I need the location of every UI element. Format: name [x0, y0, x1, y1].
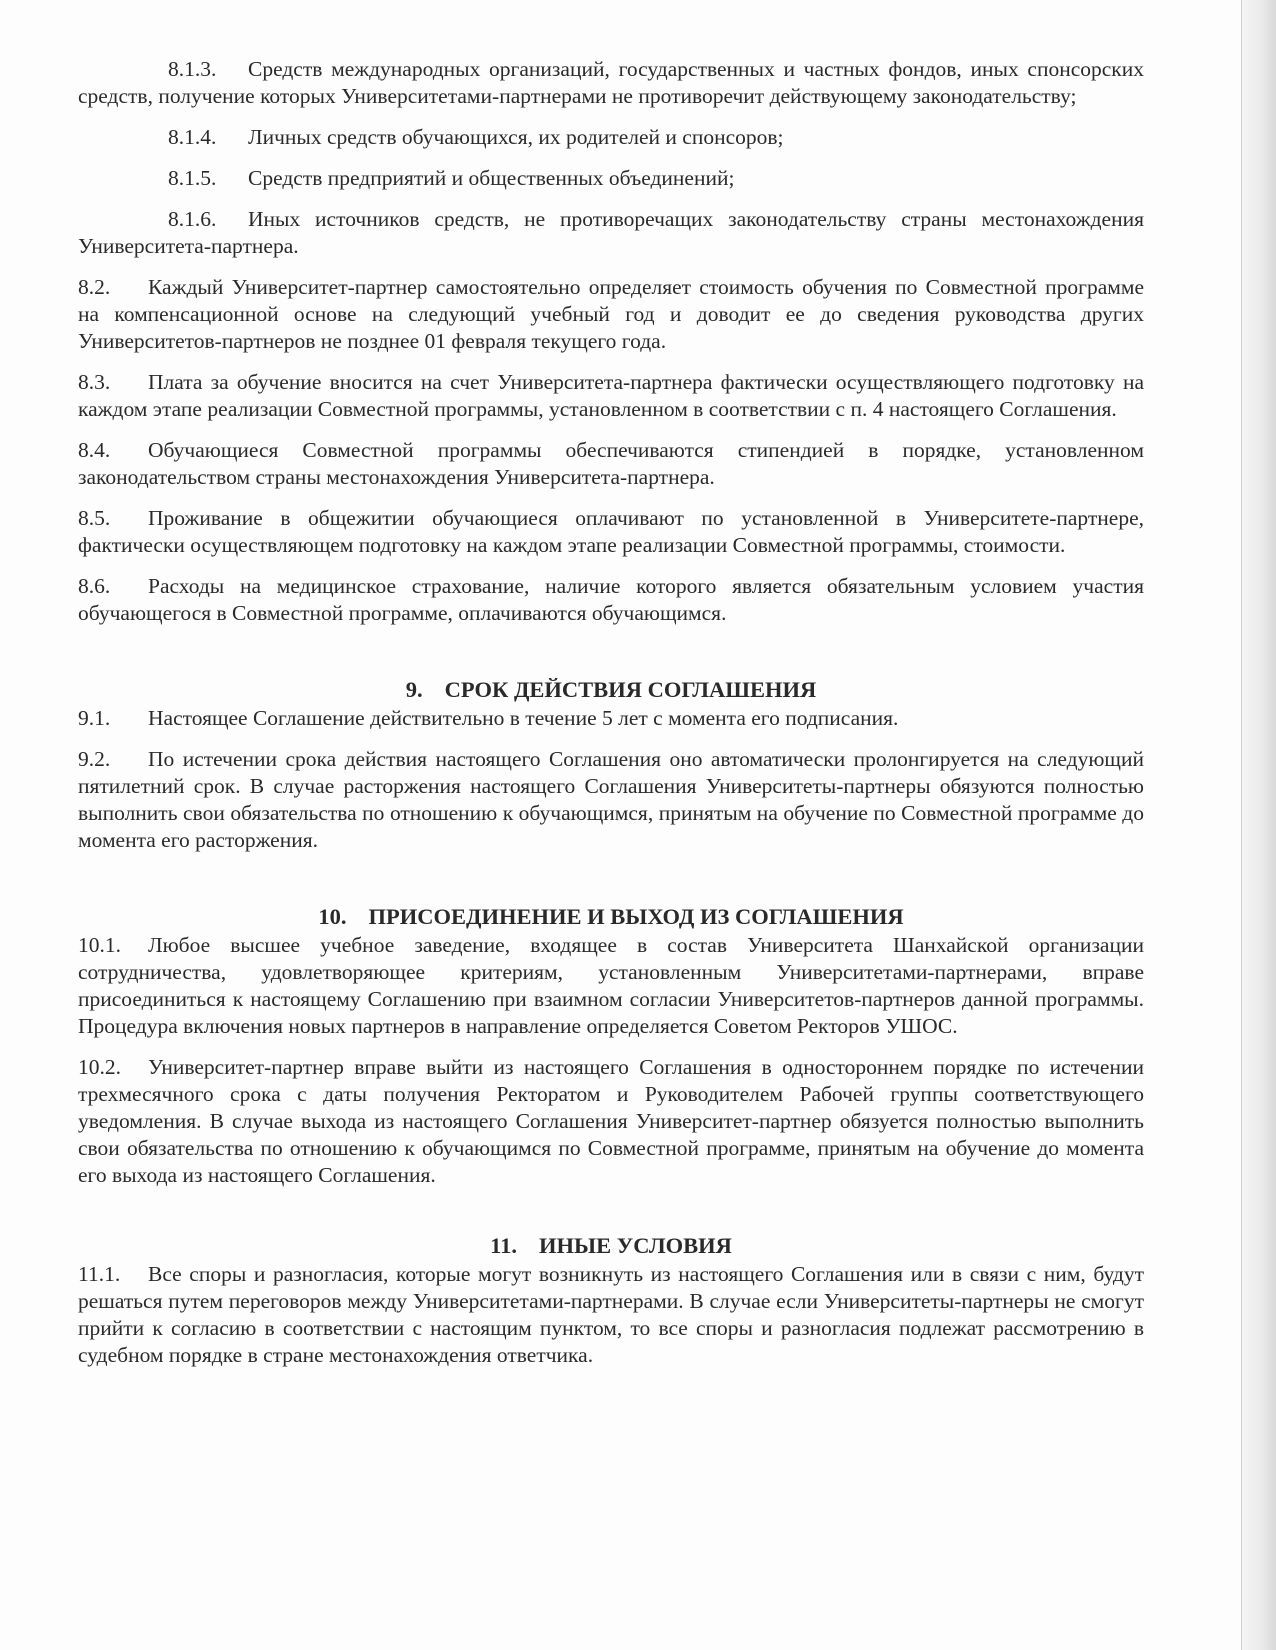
clause-text: Настоящее Соглашение действительно в течение 5 лет с момента его подписания.: [148, 706, 899, 730]
clause-8-1-6: [78, 206, 1144, 260]
clause-number: 8.2.: [78, 275, 111, 299]
clause-text: Обучающиеся Совместной программы обеспечиваются стипендией в порядке, установленном законодательством страны местонахождения Университета-партнера.: [78, 438, 1144, 489]
clause-number: 8.6.: [78, 574, 111, 598]
clause-8-6: [78, 573, 1144, 627]
clause-number: 9.2.: [78, 747, 111, 771]
clause-number: 8.1.3.: [168, 57, 217, 81]
clause-number: 8.4.: [78, 438, 111, 462]
scan-edge: [1241, 0, 1276, 1650]
clause-text: По истечении срока действия настоящего Соглашения оно автоматически пролонгируется на следующий пятилетний срок. В случае расторжения настоящего Соглашения Университеты-партнеры обязуются полностью выполнить свои обязательства по отношению к обучающимся, принятым на обучение по Совместной программе до момента его расторжения.: [78, 747, 1144, 852]
clause-8-1-3: [78, 56, 1144, 110]
clause-text: Личных средств обучающихся, их родителей и спонсоров;: [248, 125, 784, 149]
clause-text: Средств предприятий и общественных объединений;: [248, 166, 735, 190]
clause-8-4: [78, 437, 1144, 491]
clause-number: 8.1.5.: [168, 166, 217, 190]
clause-text: Каждый Университет-партнер самостоятельно определяет стоимость обучения по Совместной программе на компенсационной основе на следующий учебный год и доводит ее до сведения руководства других Университетов-партнеров не позднее 01 февраля текущего года.: [78, 275, 1144, 353]
clause-8-5: [78, 505, 1144, 559]
clause-8-1-4: [78, 124, 1144, 151]
clause-number: 9.1.: [78, 706, 111, 730]
clause-10-1: [78, 932, 1144, 1040]
section-number: 11.: [490, 1233, 517, 1258]
document-body: [78, 56, 1144, 1383]
clause-number: 10.2.: [78, 1055, 121, 1079]
clause-text: Плата за обучение вносится на счет Университета-партнера фактически осуществляющего подготовку на каждом этапе реализации Совместной программы, установленном в соответствии с п. 4 настоящего Соглашения.: [78, 370, 1144, 421]
clause-number: 8.1.4.: [168, 125, 217, 149]
clause-8-1-5: [78, 165, 1144, 192]
clause-9-2: [78, 746, 1144, 854]
clause-text: Все споры и разногласия, которые могут возникнуть из настоящего Соглашения или в связи с ним, будут решаться путем переговоров между Университетами-партнерами. В случае если Университеты-партнеры не смогут прийти к согласию в соответствии с настоящим пунктом, то все споры и разногласия подлежат рассмотрению в судебном порядке в стране местонахождения ответчика.: [78, 1262, 1144, 1367]
clause-number: 10.1.: [78, 933, 121, 957]
clause-number: 8.5.: [78, 506, 111, 530]
clause-text: Проживание в общежитии обучающиеся оплачивают по установленной в Университете-партнере, фактически осуществляющем подготовку на каждом этапе реализации Совместной программы, стоимости.: [78, 506, 1144, 557]
section-10-heading: [78, 902, 1144, 932]
section-11-heading: [78, 1231, 1144, 1261]
section-title: СРОК ДЕЙСТВИЯ СОГЛАШЕНИЯ: [444, 677, 817, 702]
clause-text: Средств международных организаций, государственных и частных фондов, иных спонсорских средств, получение которых Университетами-партнерами не противоречит действующему законодательству;: [78, 57, 1144, 108]
clause-number: 11.1.: [78, 1262, 121, 1286]
clause-number: 8.1.6.: [168, 207, 217, 231]
section-title: ИНЫЕ УСЛОВИЯ: [538, 1233, 732, 1258]
clause-11-1: [78, 1261, 1144, 1369]
section-number: 10.: [318, 904, 347, 929]
clause-8-3: [78, 369, 1144, 423]
clause-number: 8.3.: [78, 370, 111, 394]
clause-text: Любое высшее учебное заведение, входящее в состав Университета Шанхайской организации сотрудничества, удовлетворяющее критериям, установленным Университетами-партнерами, вправе присоединиться к настоящему Соглашению при взаимном согласии Университетов-партнеров данной программы. Процедура включения новых партнеров в направление определяется Советом Ректоров УШОС.: [78, 933, 1144, 1038]
clause-text: Расходы на медицинское страхование, наличие которого является обязательным условием участия обучающегося в Совместной программе, оплачиваются обучающимся.: [78, 574, 1144, 625]
clause-text: Университет-партнер вправе выйти из настоящего Соглашения в одностороннем порядке по истечении трехмесячного срока с даты получения Ректоратом и Руководителем Рабочей группы соответствующего уведомления. В случае выхода из настоящего Соглашения Университет-партнер обязуется полностью выполнить свои обязательства по отношению к обучающимся по Совместной программе, принятым на обучение до момента его выхода из настоящего Соглашения.: [78, 1055, 1144, 1187]
section-9-heading: [78, 675, 1144, 705]
clause-8-2: [78, 274, 1144, 355]
section-number: 9.: [405, 677, 423, 702]
clause-9-1: [78, 705, 1144, 732]
clause-text: Иных источников средств, не противоречащих законодательству страны местонахождения Университета-партнера.: [78, 207, 1144, 258]
section-title: ПРИСОЕДИНЕНИЕ И ВЫХОД ИЗ СОГЛАШЕНИЯ: [368, 904, 904, 929]
clause-10-2: [78, 1054, 1144, 1189]
